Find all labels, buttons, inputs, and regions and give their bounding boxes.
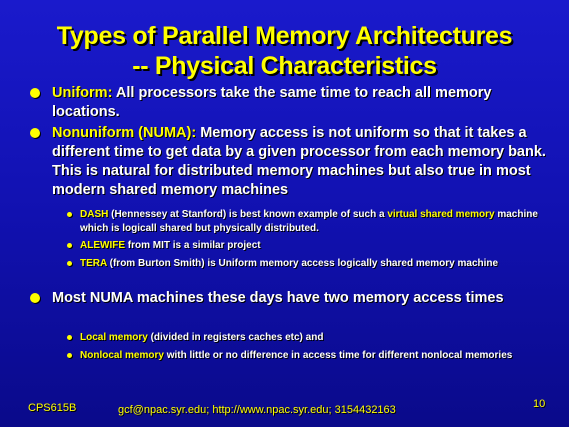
bullet-numa-machines [52, 289, 562, 308]
sub-bullet-local-memory [80, 331, 550, 345]
sub-bullet-tera [80, 257, 550, 271]
sub-bullet-dot-icon [67, 353, 72, 358]
dash-text-1: (Hennessey at Stanford) is best known example of such a [108, 209, 388, 220]
term-alewife: ALEWIFE [80, 240, 125, 251]
sub-bullet-alewife [80, 239, 550, 253]
sub-bullet-dot-icon [67, 335, 72, 340]
bullet-uniform [52, 84, 562, 122]
sub-bullet-dot-icon [67, 212, 72, 217]
numa-machines-text: Most NUMA machines these days have two memory access times [52, 290, 504, 306]
uniform-description: All processors take the same time to reach all memory locations. [52, 85, 492, 120]
sub-bullet-dot-icon [67, 243, 72, 248]
sub-bullet-nonlocal-memory [80, 349, 550, 363]
sub-bullet-dot-icon [67, 261, 72, 266]
term-tera: TERA [80, 258, 107, 269]
footer-contact: gcf@npac.syr.edu; http://www.npac.syr.edu; 3154432163 [118, 404, 396, 416]
alewife-text: from MIT is a similar project [125, 240, 261, 251]
term-nonlocal-memory: Nonlocal memory [80, 350, 164, 361]
term-dash: DASH [80, 209, 109, 220]
dash-text-2: machine which is logicall shared but physically distributed. [80, 209, 538, 234]
bullet-dot-icon [30, 293, 40, 303]
bullet-dot-icon [30, 88, 40, 98]
bullet-dot-icon [30, 128, 40, 138]
bullet-nonuniform [52, 124, 562, 200]
nonuniform-description: Memory access is not uniform so that it takes a different time to get data by a given processor from each memory bank. This is natural for distributed memory machines but also true in most modern shared memory machines [52, 125, 546, 198]
term-nonuniform: Nonuniform (NUMA): [52, 125, 197, 141]
nonlocal-memory-text: with little or no difference in access time for different nonlocal memories [163, 350, 513, 361]
sub-bullet-dash [80, 208, 550, 235]
slide-title-line-2: -- Physical Characteristics [132, 52, 437, 80]
term-virtual-shared-memory: virtual shared memory [387, 209, 495, 220]
footer-page-number: 10 [533, 398, 546, 410]
footer-course: CPS615B [28, 402, 77, 414]
tera-text: (from Burton Smith) is Uniform memory access logically shared memory machine [106, 258, 499, 269]
local-memory-text: (divided in registers caches etc) and [147, 332, 324, 343]
term-local-memory: Local memory [80, 332, 148, 343]
term-uniform: Uniform: [52, 85, 113, 101]
slide-title-line-1: Types of Parallel Memory Architectures [56, 22, 513, 50]
